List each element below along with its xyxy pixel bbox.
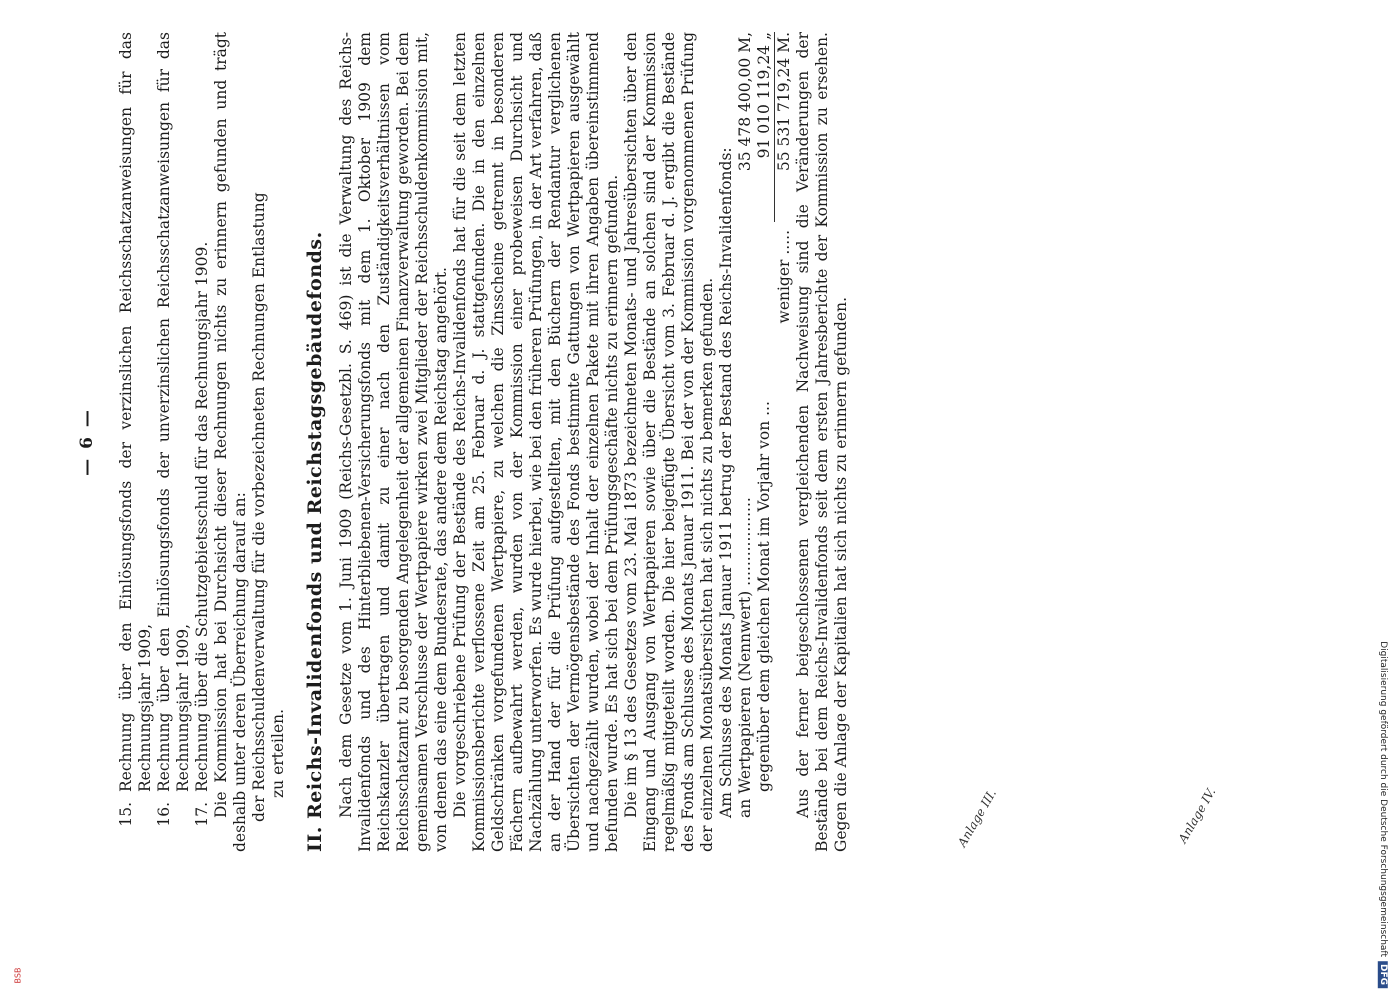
item-text: Rechnung über die Schutzgebietsschuld für das Rechnungsjahr 1909. [193, 241, 211, 792]
section-title: II. Reichs-Invalidenfonds und Reichstagsgebäudefonds. [304, 231, 326, 852]
page-number: — 6 — [77, 408, 97, 476]
money-label: an Wertpapieren (Nennwert) .................. [736, 497, 754, 818]
money-table [736, 32, 794, 852]
list-item [117, 32, 155, 852]
money-row-previous [755, 32, 774, 852]
list-item [155, 32, 193, 852]
library-stamp: BSB [13, 967, 23, 984]
item-number: 17. [193, 802, 211, 827]
list-item [193, 32, 212, 852]
item-list [117, 32, 212, 852]
paragraph: Die im § 13 des Gesetzes vom 23. Mai 1873 bezeichneten Monats- und Jahresübersichten über den Eingang und Ausgang von Wertpapieren sowie über die Bestände an solchen sind der Kommission regelmäßig mitgeteilt worden. Die hier beigefügte Übersicht vom 3. Februar d. J. ergibt die Bestände des Fonds am Schlusse des Monats Januar 1911. Bei der von der Kommission vorgenommenen Prüfung der einzelnen Monatsübersichten hat sich nichts zu bemerken gefunden. [622, 32, 716, 852]
money-amount: 91 010 119,24 „ [755, 32, 773, 159]
item-number: 16. [155, 802, 173, 827]
paragraph: Nach dem Gesetze vom 1. Juni 1909 (Reichs-Gesetzbl. S. 469) ist die Verwaltung des Reichs-Invalidenfonds und des Hinterbliebenen-Versicherungsfonds mit dem 1. Oktober 1909 dem Reichskanzler übertragen und damit zu einer nach den Zuständigkeitsverhältnissen vom Reichsschatzamt zu besorgenden Angelegenheit der allgemeinen Finanzverwaltung geworden. Bei dem gemeinsamen Verschlusse der Wertpapiere wirken zwei Mitglieder der Reichsschuldenkommission mit, von denen das eine dem Bundesrate, das andere dem Reichstag angehört. [337, 32, 450, 852]
digitization-credit [1378, 641, 1388, 988]
money-amount: 55 531 719,24 M. [774, 32, 794, 222]
closing-request-line-2: zu erteilen. [269, 708, 287, 798]
item-number: 15. [117, 802, 135, 827]
money-amount: 35 478 400,00 M, [736, 32, 754, 172]
closing-paragraph: Die Kommission hat bei Durchsicht dieser Rechnungen nichts zu erinnern gefunden und trägt deshalb unter deren Überreichung darauf an: [212, 32, 249, 852]
item-text: Rechnung über den Einlösungsfonds der verzinslichen Reichsschatzanweisungen für das Rechnungsjahr 1909, [117, 32, 154, 792]
margin-note-anlage-iv: Anlage IV. [1175, 785, 1219, 846]
margin-note-anlage-iii: Anlage III. [954, 786, 1000, 850]
paragraph: Die vorgeschriebene Prüfung der Bestände des Reichs-Invalidenfonds hat für die seit dem letzten Kommissionsberichte verflossene Zeit am 25. Februar d. J. stattgefunden. Die in den einzelnen Geldschränken vorgefundenen Wertpapiere, zu welchen die Zinsscheine getrennt in besonderen Fächern aufbewahrt werden, wurden von der Kommission einer probeweisen Durchsicht und Nachzählung unterworfen. Es wurde hierbei, wie bei den früheren Prüfungen, in der Art verfahren, daß an der Hand der für die Prüfung aufgestellten, mit den Büchern der Rendantur verglichenen Übersichten der Vermögensbestände des Fonds bestimmte Gattungen von Wertpapieren ausgewählt und nachgezählt wurden, wobei der Inhalt der einzelnen Pakete mit ihren Angaben übereinstimmend befunden wurde. Es hat sich bei dem Prüfungsgeschäfte nichts zu erinnern gefunden. [451, 32, 621, 852]
closing-request-line-1: der Reichsschuldenverwaltung für die vorbezeichneten Rechnungen Entlastung [250, 192, 268, 822]
money-label: weniger ..... [775, 230, 793, 324]
item-text: Rechnung über den Einlösungsfonds der unverzinslichen Reichsschatzanweisungen für das Rechnungsjahr 1909, [155, 32, 192, 792]
money-row-difference [774, 32, 794, 852]
dfg-logo: DFG [1378, 961, 1388, 988]
money-label: gegenüber dem gleichen Monat im Vorjahr von ... [755, 401, 773, 792]
credit-text: Digitalisierung gefördert durch die Deutsche Forschungsgemeinschaft [1378, 641, 1388, 957]
money-row-holdings [736, 32, 755, 852]
final-paragraph: Aus der ferner beigeschlossenen vergleichenden Nachweisung sind die Veränderungen der Bestände bei dem Reichs-Invalidenfonds seit dem ersten Jahresberichte der Kommission zu ersehen. Gegen die Anlage der Kapitalien hat sich nichts zu erinnern gefunden. [794, 32, 850, 852]
page-content [78, 32, 851, 852]
paragraph: Am Schlusse des Monats Januar 1911 betrug der Bestand des Reichs-Invalidenfonds: [717, 147, 735, 818]
